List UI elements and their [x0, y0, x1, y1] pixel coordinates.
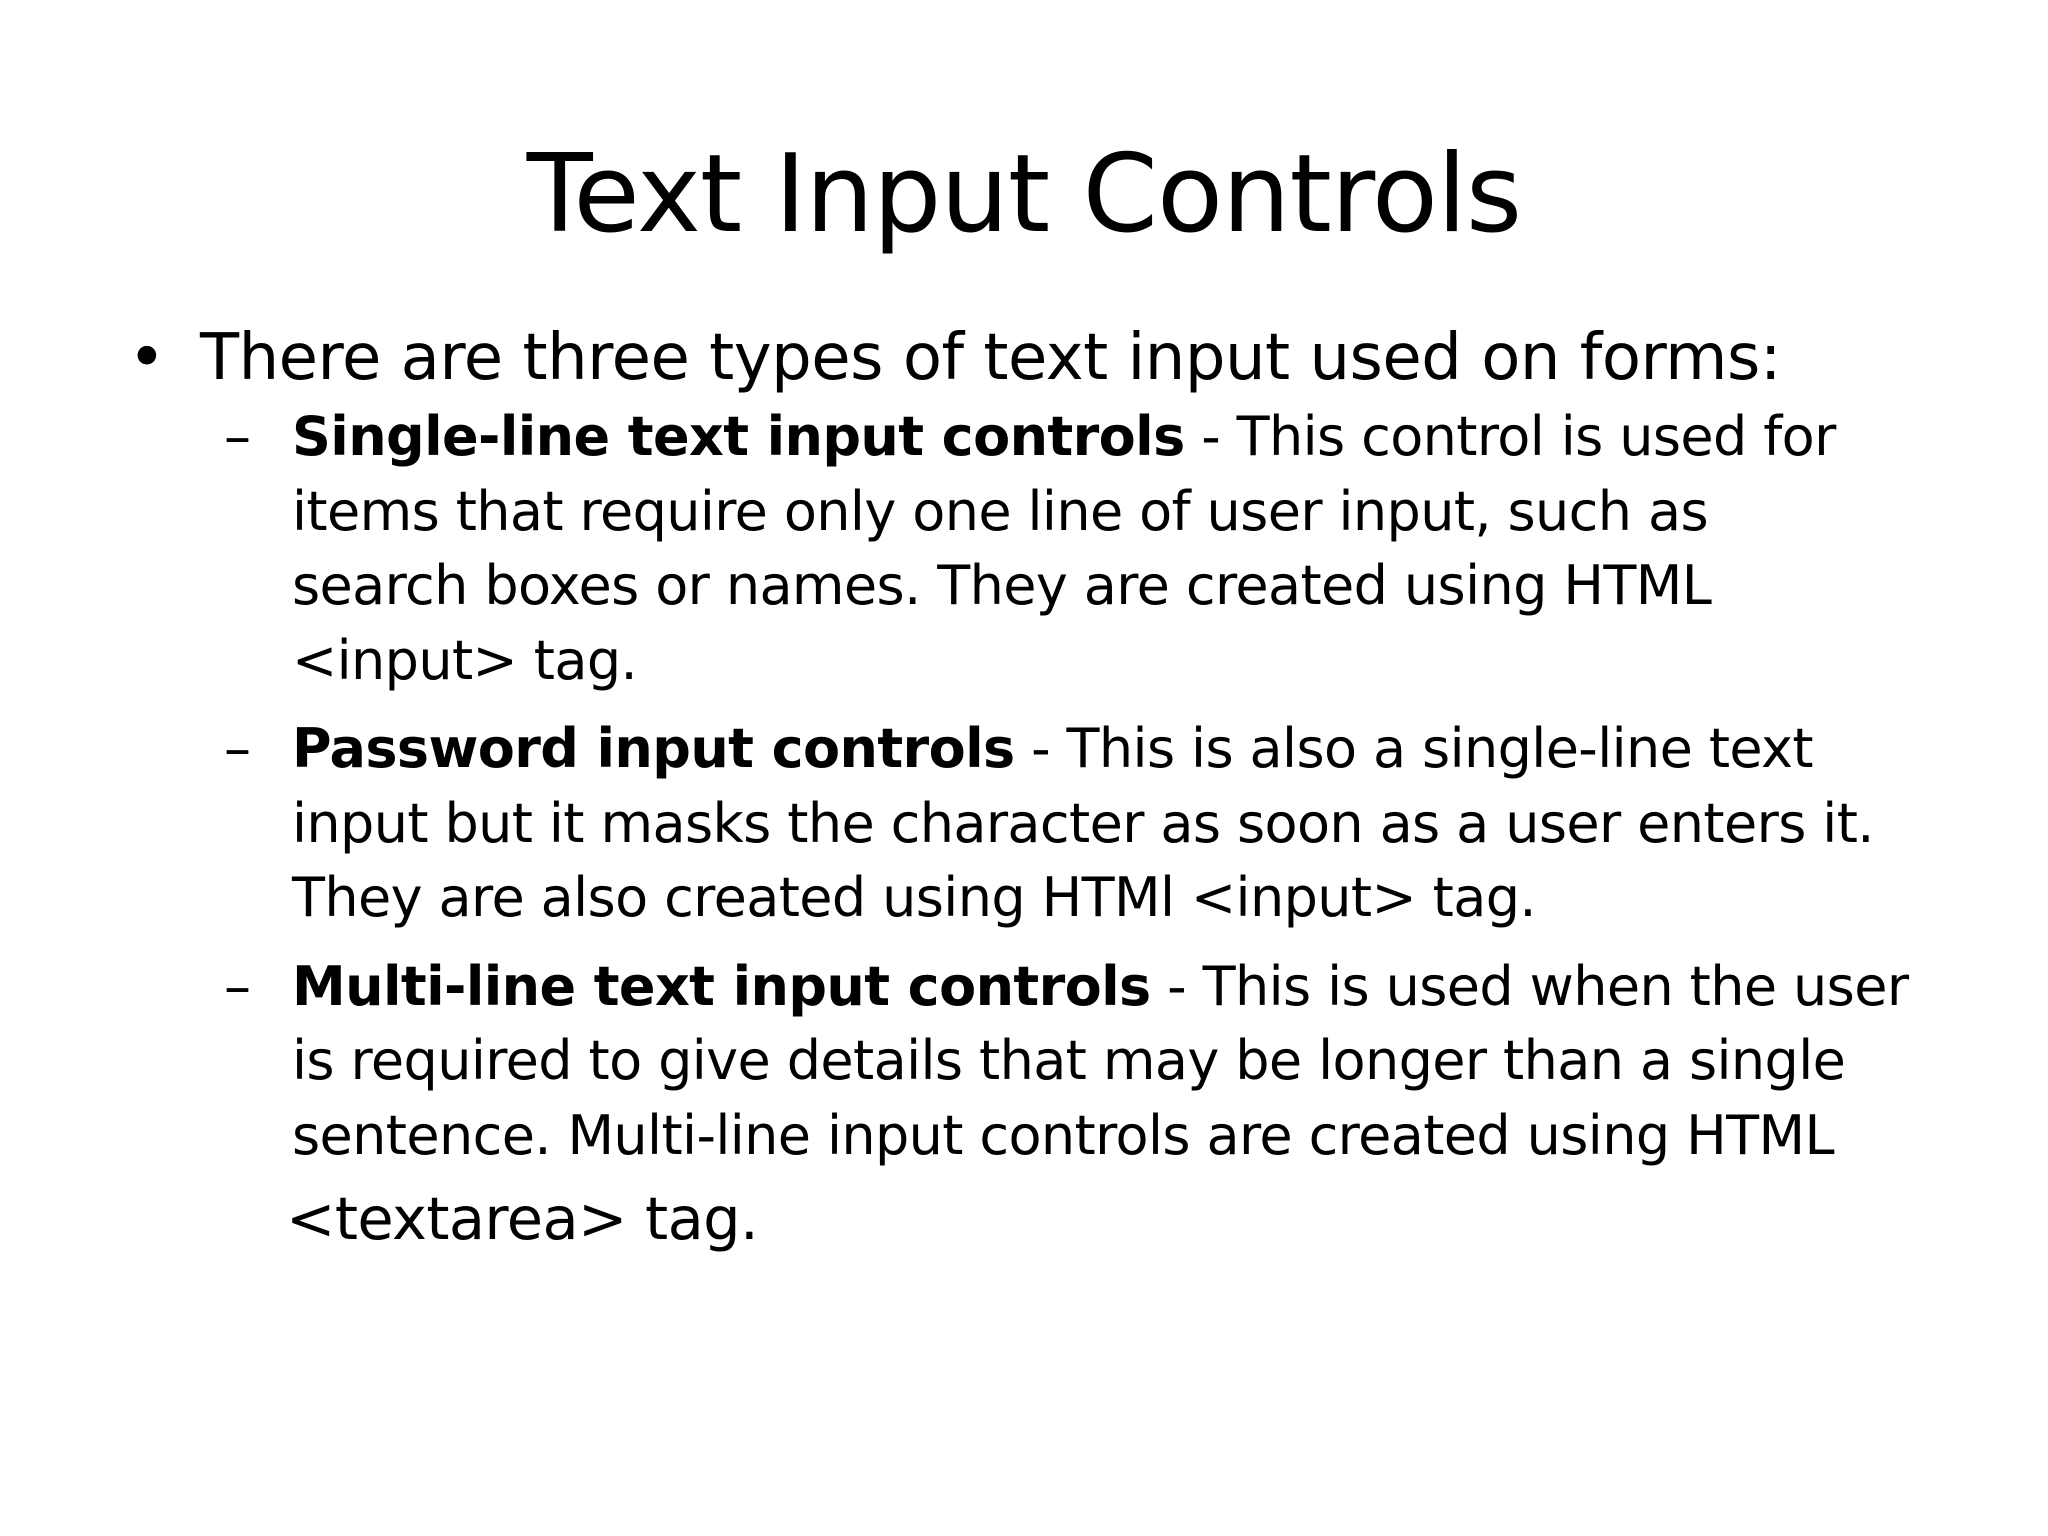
sub-bullet-password [128, 712, 1968, 936]
slide-title: Text Input Controls [526, 132, 1522, 257]
sub-bullet-line: <textarea> tag. [286, 1184, 759, 1253]
bullet-text: There are three types of text input used on forms: [200, 321, 1781, 395]
sub-bullet-text: - This is used when the user [1150, 954, 1909, 1018]
dash-marker: – [224, 954, 251, 1018]
sub-bullet-title: Password input controls [292, 717, 1015, 780]
sub-bullet-line: <input> tag. [292, 628, 638, 692]
slide-content [128, 318, 1968, 1273]
sub-bullet-line: items that require only one line of user input, such as [292, 479, 1708, 543]
sub-bullet-line: They are also created using HTMl <input> tag. [292, 866, 1536, 929]
sub-bullet-title: Single-line text input controls [292, 405, 1185, 468]
sub-bullet-line: input but it masks the character as soon as a user enters it. [292, 791, 1874, 855]
sub-bullet-text: - This is also a single-line text [1014, 717, 1813, 780]
sub-bullet-line: is required to give details that may be longer than a single [292, 1029, 1846, 1092]
sub-bullet-list [128, 400, 1968, 1259]
sub-bullet-multi-line [128, 950, 1968, 1260]
dash-marker: – [224, 717, 251, 780]
bullet-item [128, 318, 1968, 398]
sub-bullet-text: - This control is used for [1184, 405, 1836, 468]
sub-bullet-line: sentence. Multi-line input controls are created using HTML [292, 1103, 1834, 1167]
sub-bullet-line [292, 400, 1968, 475]
sub-bullet-line: search boxes or names. They are created using HTML [292, 554, 1712, 617]
sub-bullet-title: Multi-line text input controls [292, 954, 1151, 1018]
sub-bullet-single-line [128, 400, 1968, 698]
bullet-marker: • [128, 321, 166, 395]
sub-bullet-line [292, 712, 1968, 787]
sub-bullet-line [292, 950, 1968, 1025]
dash-marker: – [224, 405, 251, 468]
